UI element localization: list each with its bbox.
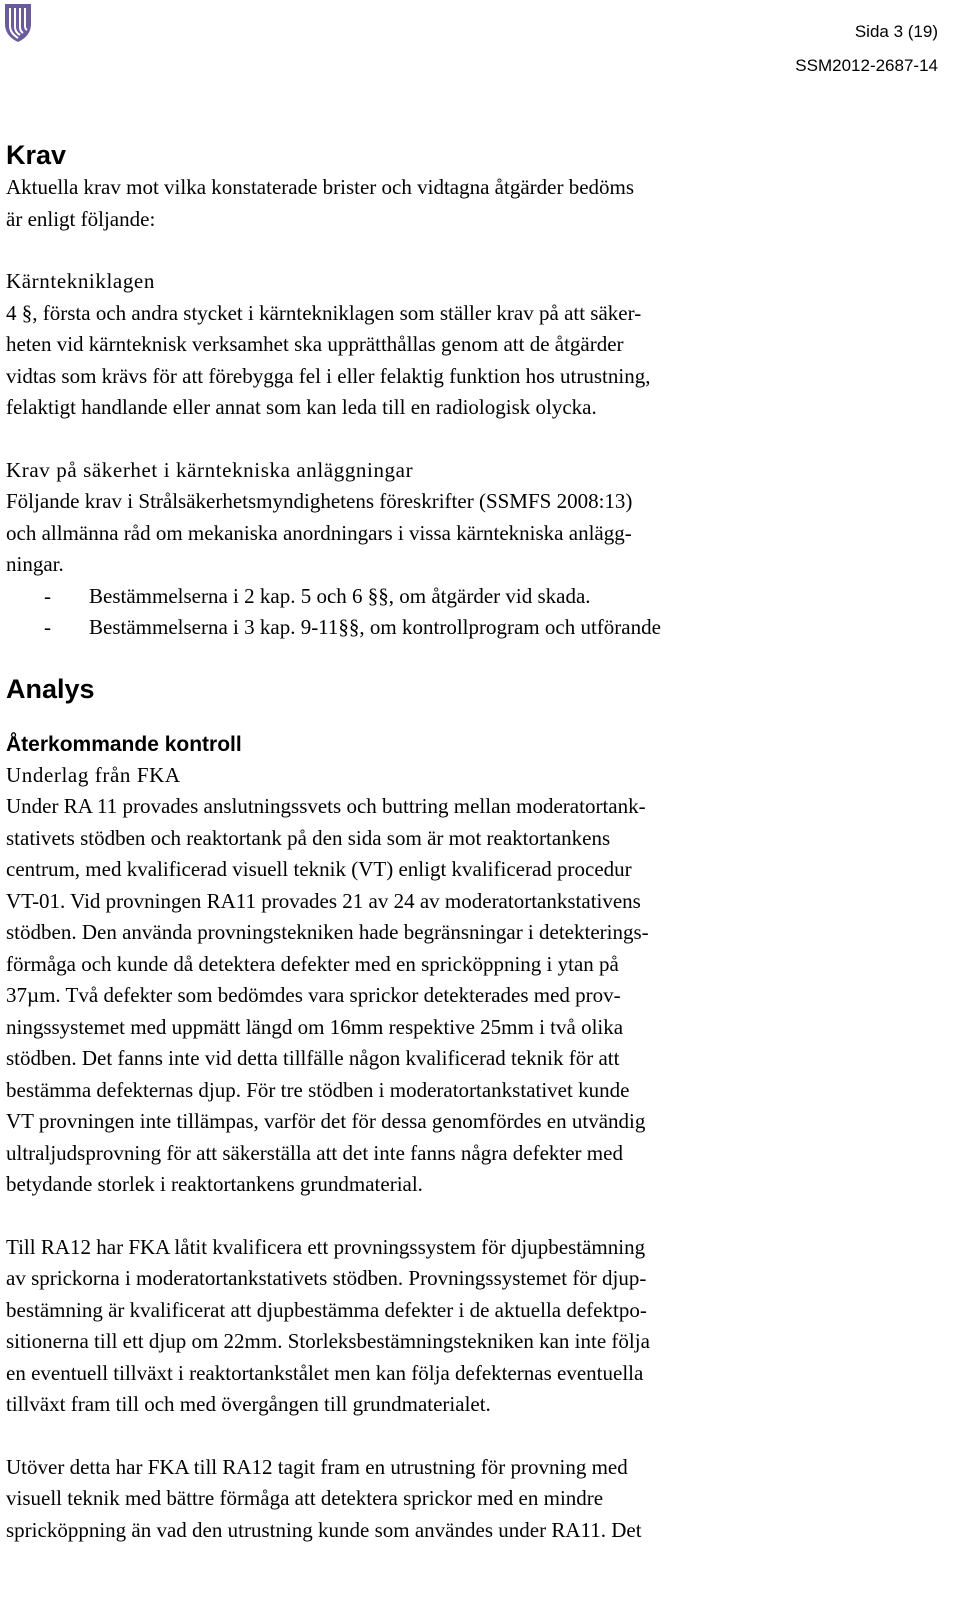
law-text: 4 §, första och andra stycket i kärntekniklagen som ställer krav på att säker- heten vid kärnteknisk verksamhet ska upprätthållas genom att de åtgärder vidtas som krävs för att förebygga fel i eller felaktig funktion hos utrustning, felaktigt handlande eller annat som kan leda till en radiologisk olycka.	[6, 300, 651, 419]
page-number: Sida 3 (19)	[854, 22, 938, 41]
section-heading-krav: Krav	[6, 140, 67, 170]
law-title: Kärntekniklagen	[6, 269, 155, 293]
list-item-text: Bestämmelserna i 2 kap. 5 och 6 §§, om åtgärder vid skada.	[89, 583, 591, 608]
section-heading-analys: Analys	[6, 673, 95, 704]
requirement-list	[6, 581, 936, 644]
list-item	[6, 612, 936, 644]
krav-intro: Aktuella krav mot vilka konstaterade brister och vidtagna åtgärder bedöms är enligt följande:	[6, 175, 635, 231]
document-body	[6, 138, 936, 1546]
regulation-title: Krav på säkerhet i kärntekniska anläggningar	[6, 457, 414, 482]
subheading-aterkommande-kontroll: Återkommande kontroll	[6, 732, 242, 756]
list-dash: -	[44, 583, 51, 608]
list-dash: -	[44, 615, 51, 639]
document-id: SSM2012-2687-14	[795, 56, 938, 75]
analys-paragraph-3: Utöver detta har FKA till RA12 tagit fram en utrustning för provning med visuell teknik med bättre förmåga att detektera sprickor med en mindre spricköppning än vad den utrustning kunde som användes under RA11. Det	[6, 1454, 642, 1542]
list-item-text: Bestämmelserna i 3 kap. 9-11§§, om kontrollprogram och utförande	[89, 615, 661, 639]
analys-paragraph-1: Under RA 11 provades anslutningssvets och buttring mellan moderatortank- stativets stödben och reaktortank på den sida som är mot reaktortankens centrum, med kvalificerad visuell teknik (VT) enligt kvalificerad procedur VT-01. Vid provningen RA11 provades 21 av 24 av moderatortankstativens stödben. Den använda provningstekniken hade begränsningar i detekterings- förmåga och kunde då detektera defekter med en spricköppning i ytan på 37µm. Två defekter som bedömdes vara sprickor detekterades med prov- ningssystemet med uppmätt längd om 16mm respektive 25mm i två olika stödben. Det fanns inte vid detta tillfälle någon kvalificerad teknik för att bestämma defekternas djup. För tre stödben i moderatortankstativet kunde VT provningen inte tillämpas, varför det för dessa genomfördes en utvändig ultraljudsprovning för att säkerställa att det inte fanns några defekter med betydande storlek i reaktortankens grundmaterial.	[6, 794, 649, 1196]
analys-paragraph-2: Till RA12 har FKA låtit kvalificera ett provningssystem för djupbestämning av sprickorna i moderatortankstativets stödben. Provningssystemet för djup- bestämning är kvalificerat att djupbestämma defekter i de aktuella defektpo- sitionerna till ett djup om 22mm. Storleksbestämningstekniken kan inte följa en eventuell tillväxt i reaktortankstålet men kan följa defekternas eventuella tillväxt fram till och med övergången till grundmaterialet.	[6, 1234, 650, 1416]
regulation-text: Följande krav i Strålsäkerhetsmyndighetens föreskrifter (SSMFS 2008:13) och allmänna råd om mekaniska anordningars i vissa kärntekniska anlägg- ningar.	[6, 489, 633, 576]
source-title: Underlag från FKA	[6, 762, 181, 787]
list-item	[6, 581, 936, 613]
ssm-logo-icon	[3, 2, 33, 44]
